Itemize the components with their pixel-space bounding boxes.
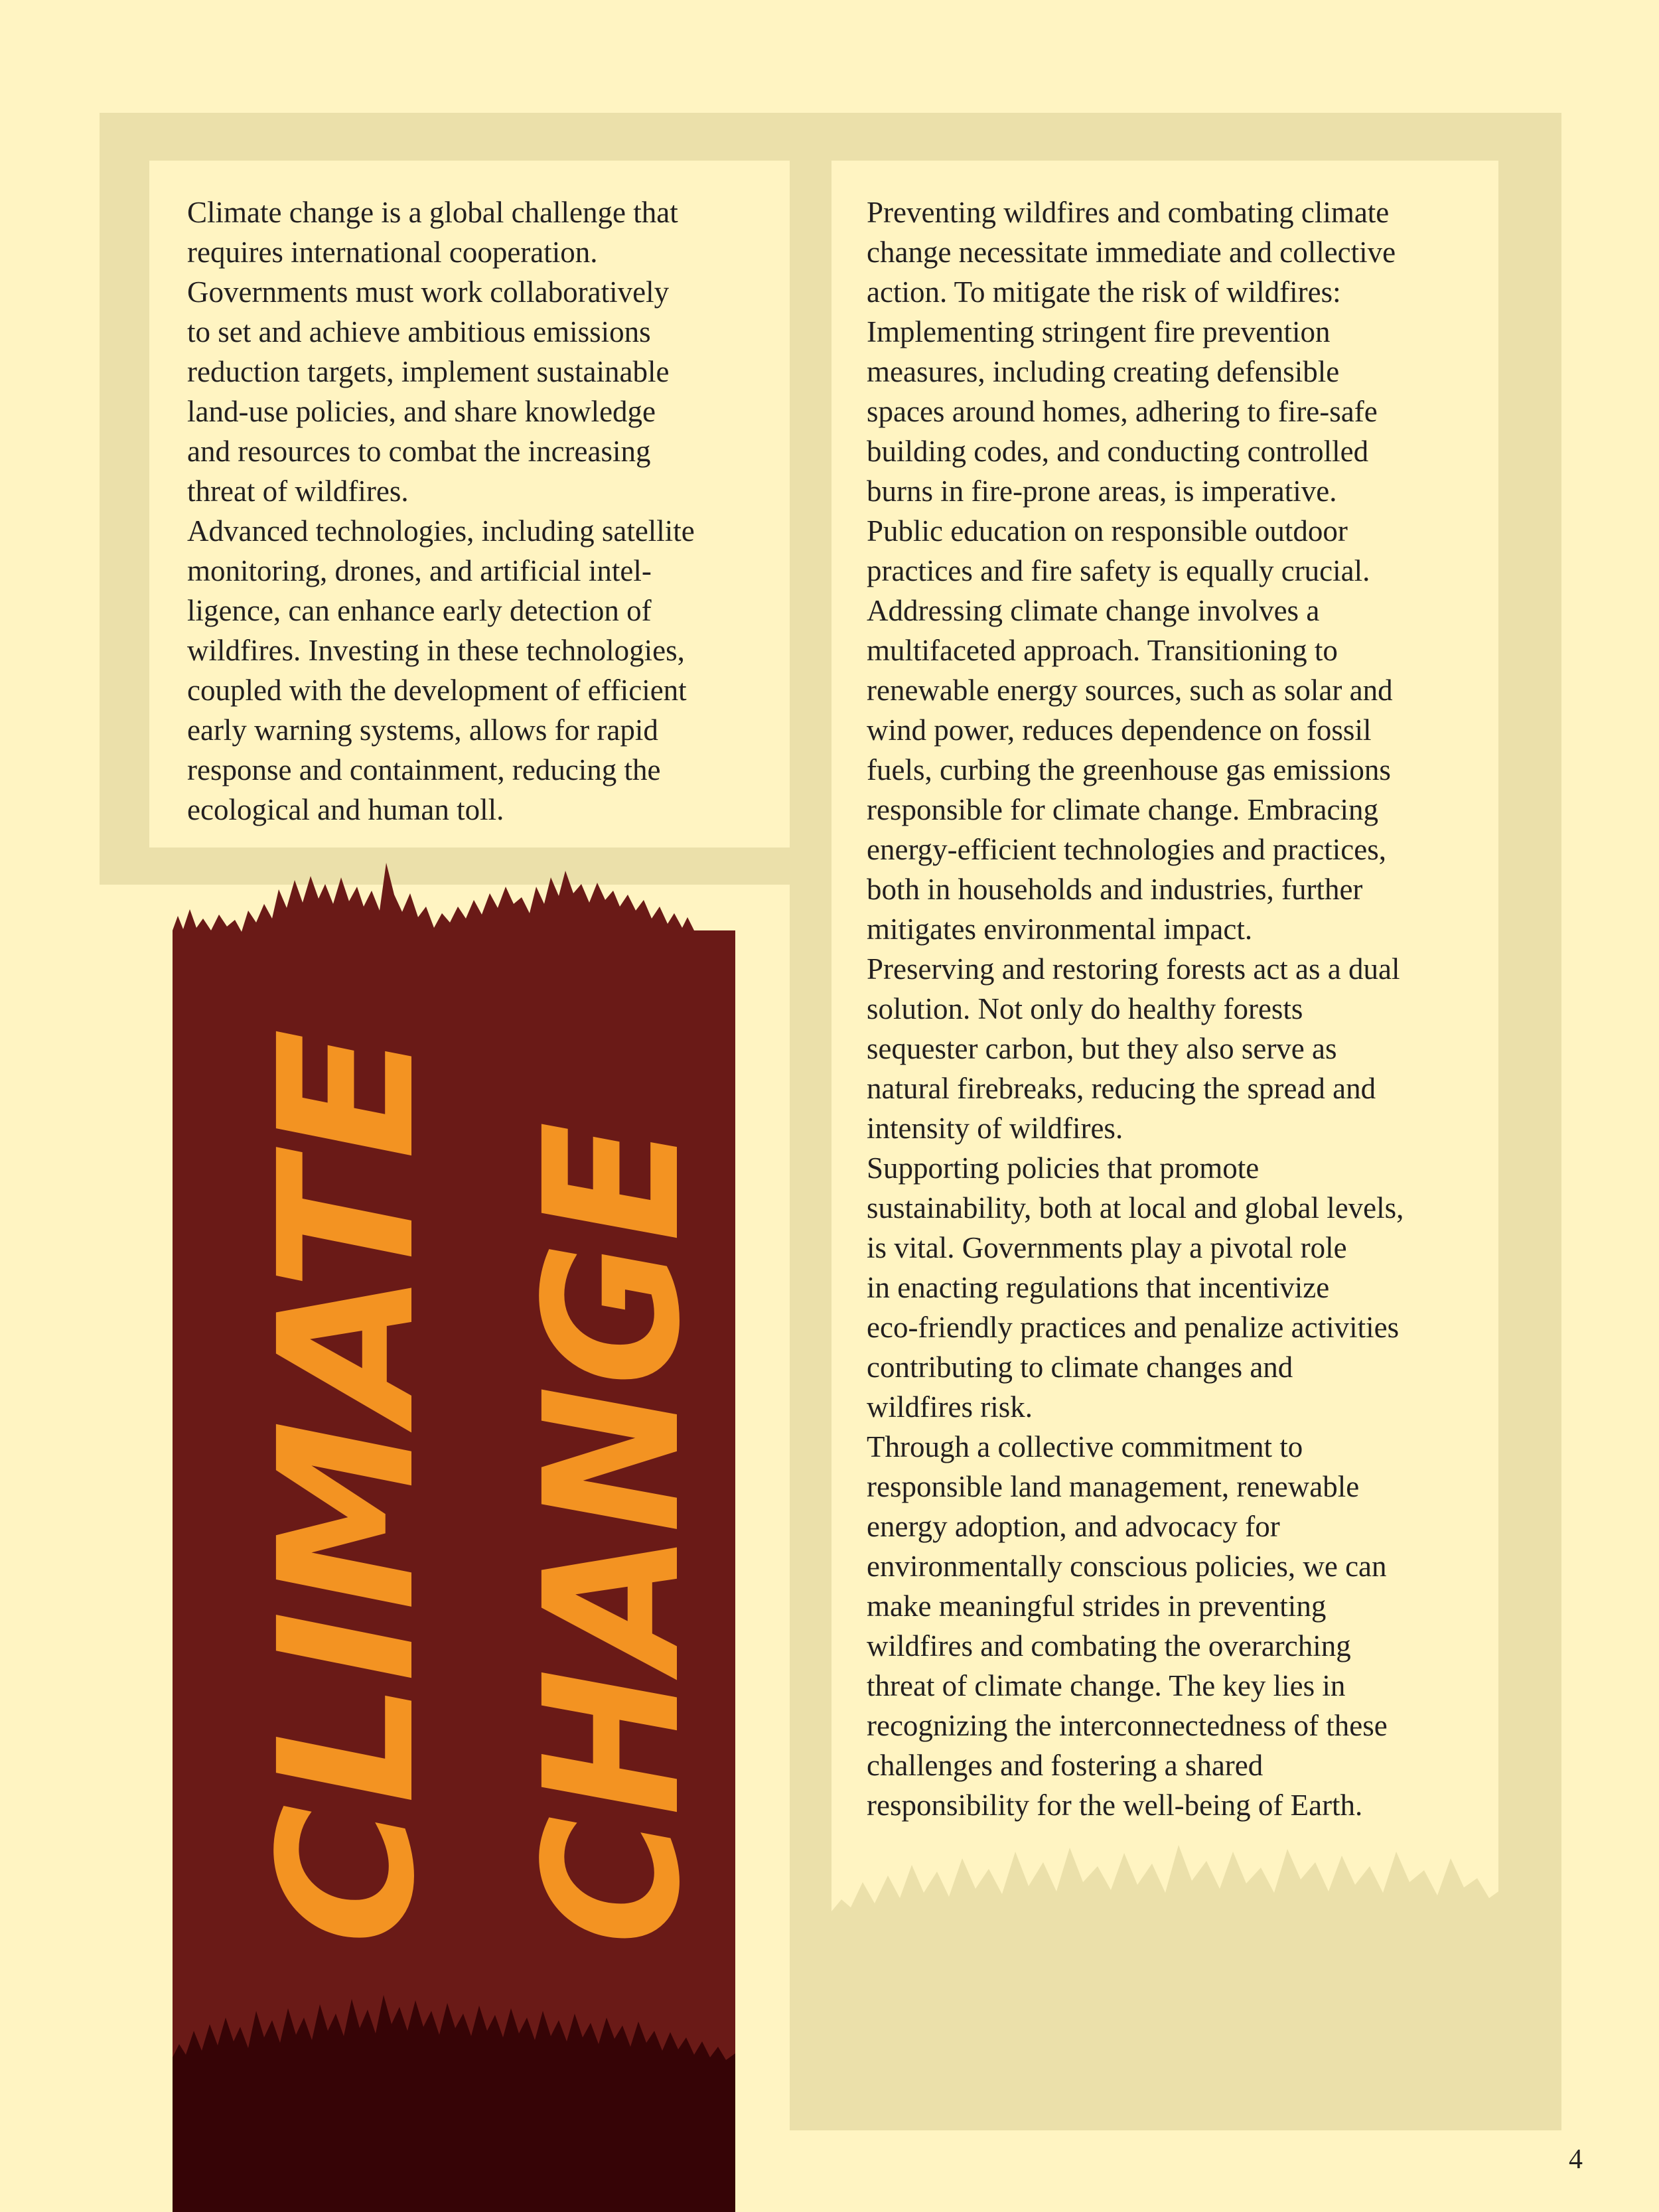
text-line: requires international cooperation. <box>187 236 598 269</box>
banner-title-change: CHANGE <box>505 1074 721 1945</box>
text-line: Preventing wildfires and combating climate <box>867 196 1390 229</box>
text-line: environmentally conscious policies, we can <box>867 1550 1387 1583</box>
text-line: spaces around homes, adhering to fire-safe <box>867 395 1378 428</box>
text-line: Governments must work collaboratively <box>187 275 670 309</box>
text-line: Public education on responsible outdoor <box>867 514 1348 548</box>
text-line: contributing to climate changes and <box>867 1351 1293 1384</box>
text-line: burns in fire-prone areas, is imperative. <box>867 475 1337 508</box>
text-line: multifaceted approach. Transitioning to <box>867 634 1338 667</box>
text-line: practices and fire safety is equally crucial. <box>867 554 1370 587</box>
text-line: building codes, and conducting controlled <box>867 435 1369 468</box>
text-line: solution. Not only do healthy forests <box>867 992 1303 1025</box>
text-line: sequester carbon, but they also serve as <box>867 1032 1337 1065</box>
text-line: ecological and human toll. <box>187 793 504 826</box>
text-line: natural firebreaks, reducing the spread and <box>867 1072 1376 1105</box>
text-line: Supporting policies that promote <box>867 1151 1260 1185</box>
paragraph <box>867 1427 1404 1825</box>
text-line: eco-friendly practices and penalize activities <box>867 1311 1400 1344</box>
paragraph <box>187 192 695 511</box>
paragraph <box>187 511 695 830</box>
text-line: challenges and fostering a shared <box>867 1749 1263 1782</box>
text-line: ligence, can enhance early detection of <box>187 594 652 627</box>
text-line: energy adoption, and advocacy for <box>867 1510 1280 1543</box>
text-line: coupled with the development of efficient <box>187 674 687 707</box>
right-column-text <box>867 192 1404 1825</box>
text-line: Addressing climate change involves a <box>867 594 1320 627</box>
left-column-text <box>187 192 695 830</box>
text-line: wind power, reduces dependence on fossil <box>867 713 1372 747</box>
text-line: wildfires risk. <box>867 1390 1033 1424</box>
text-line: threat of wildfires. <box>187 475 409 508</box>
text-line: responsible land management, renewable <box>867 1470 1360 1503</box>
banner-title-climate: CLIMATE <box>240 1056 456 1945</box>
text-line: Preserving and restoring forests act as a dual <box>867 952 1400 986</box>
text-line: Through a collective commitment to <box>867 1430 1303 1463</box>
text-line: and resources to combat the increasing <box>187 435 651 468</box>
text-line: renewable energy sources, such as solar and <box>867 674 1393 707</box>
text-line: change necessitate immediate and collective <box>867 236 1396 269</box>
text-line: in enacting regulations that incentivize <box>867 1271 1330 1304</box>
text-line: action. To mitigate the risk of wildfires: <box>867 275 1341 309</box>
text-line: measures, including creating defensible <box>867 355 1340 388</box>
text-line: responsibility for the well-being of Earth. <box>867 1789 1363 1822</box>
text-line: responsible for climate change. Embracing <box>867 793 1378 826</box>
text-line: sustainability, both at local and global levels, <box>867 1191 1404 1224</box>
text-line: reduction targets, implement sustainable <box>187 355 670 388</box>
text-line: energy-efficient technologies and practices, <box>867 833 1386 866</box>
text-line: wildfires. Investing in these technologies, <box>187 634 685 667</box>
text-line: response and containment, reducing the <box>187 753 661 786</box>
paragraph <box>867 1148 1404 1427</box>
text-line: both in households and industries, further <box>867 873 1363 906</box>
paragraph <box>867 949 1404 1148</box>
page-number: 4 <box>1569 2144 1583 2175</box>
text-line: is vital. Governments play a pivotal role <box>867 1231 1347 1264</box>
text-line: early warning systems, allows for rapid <box>187 713 658 747</box>
text-line: Climate change is a global challenge that <box>187 196 678 229</box>
text-line: intensity of wildfires. <box>867 1112 1123 1145</box>
text-line: recognizing the interconnectedness of these <box>867 1709 1388 1742</box>
paragraph <box>867 192 1404 591</box>
text-line: make meaningful strides in preventing <box>867 1589 1327 1623</box>
text-line: monitoring, drones, and artificial intel- <box>187 554 652 587</box>
text-line: Implementing stringent fire prevention <box>867 315 1331 348</box>
text-line: wildfires and combating the overarching <box>867 1629 1351 1662</box>
text-line: threat of climate change. The key lies in <box>867 1669 1346 1702</box>
text-line: fuels, curbing the greenhouse gas emissions <box>867 753 1391 786</box>
paragraph <box>867 591 1404 949</box>
faded-tree-line <box>831 1845 1498 1926</box>
text-line: Advanced technologies, including satellite <box>187 514 695 548</box>
text-line: land-use policies, and share knowledge <box>187 395 656 428</box>
text-line: mitigates environmental impact. <box>867 913 1253 946</box>
text-line: to set and achieve ambitious emissions <box>187 315 651 348</box>
